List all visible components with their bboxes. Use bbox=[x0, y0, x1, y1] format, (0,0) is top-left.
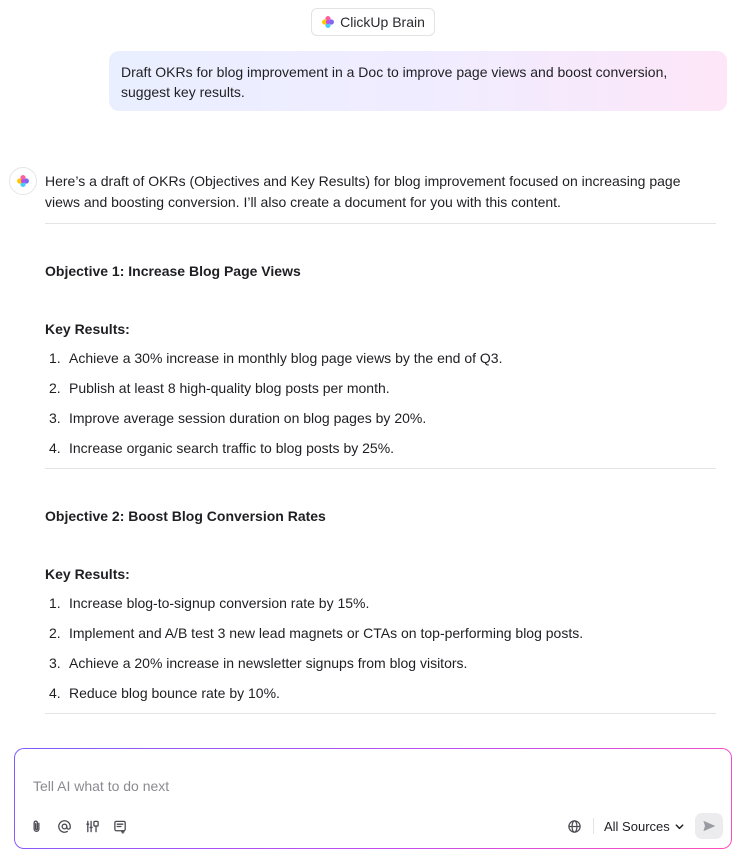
objective-1-key-results-label: Key Results: bbox=[45, 321, 130, 337]
sources-label: All Sources bbox=[604, 818, 670, 834]
objective-1-title: Objective 1: Increase Blog Page Views bbox=[45, 263, 301, 279]
response-intro: Here’s a draft of OKRs (Objectives and Key Results) for blog improvement focused on increasing page views and boosting conversion. I’ll also create a document for you with this content. bbox=[45, 173, 681, 210]
doc-template-icon bbox=[113, 819, 128, 834]
list-item: 1. Achieve a 30% increase in monthly blog page views by the end of Q3. bbox=[49, 350, 503, 366]
list-item: 3. Achieve a 20% increase in newsletter signups from blog visitors. bbox=[49, 655, 468, 671]
objective-2-title: Objective 2: Boost Blog Conversion Rates bbox=[45, 508, 326, 524]
divider bbox=[45, 468, 716, 469]
toolbar-divider bbox=[593, 818, 594, 834]
clickup-brain-logo-icon bbox=[321, 15, 335, 29]
list-item: 4. Reduce blog bounce rate by 10%. bbox=[49, 685, 280, 701]
chevron-down-icon bbox=[674, 821, 685, 832]
divider bbox=[45, 223, 716, 224]
web-search-toggle[interactable] bbox=[564, 816, 584, 836]
doc-template-button[interactable] bbox=[110, 816, 130, 836]
clickup-brain-chip[interactable] bbox=[311, 8, 435, 36]
send-icon bbox=[702, 819, 716, 833]
assistant-avatar bbox=[9, 167, 37, 195]
assistant-response bbox=[45, 171, 716, 701]
list-item: 1. Increase blog-to-signup conversion rate by 15%. bbox=[49, 595, 370, 611]
composer-body bbox=[15, 749, 731, 848]
globe-icon bbox=[567, 819, 582, 834]
prompt-input[interactable] bbox=[33, 774, 633, 798]
list-item: 2. Implement and A/B test 3 new lead magnets or CTAs on top-performing blog posts. bbox=[49, 625, 584, 641]
attach-button[interactable] bbox=[26, 816, 46, 836]
tools-icon bbox=[85, 819, 100, 834]
clickup-brain-logo-icon bbox=[16, 174, 30, 188]
user-message-text: Draft OKRs for blog improvement in a Doc to improve page views and boost conversion, suggest key results. bbox=[121, 64, 668, 100]
ai-composer bbox=[14, 748, 732, 849]
at-mention-icon bbox=[57, 819, 72, 834]
paperclip-icon bbox=[29, 819, 44, 834]
tools-button[interactable] bbox=[82, 816, 102, 836]
objective-2-key-results-label: Key Results: bbox=[45, 566, 130, 582]
chip-label: ClickUp Brain bbox=[340, 14, 425, 30]
objective-2-key-results-list bbox=[45, 588, 716, 708]
list-item: 4. Increase organic search traffic to blog posts by 25%. bbox=[49, 440, 395, 456]
divider bbox=[45, 713, 716, 714]
list-item: 2. Publish at least 8 high-quality blog posts per month. bbox=[49, 380, 390, 396]
user-message-bubble bbox=[109, 51, 727, 111]
send-button[interactable] bbox=[695, 813, 723, 839]
mention-button[interactable] bbox=[54, 816, 74, 836]
objective-1-key-results-list bbox=[45, 343, 716, 463]
sources-dropdown[interactable] bbox=[604, 816, 685, 836]
list-item: 3. Improve average session duration on blog pages by 20%. bbox=[49, 410, 427, 426]
